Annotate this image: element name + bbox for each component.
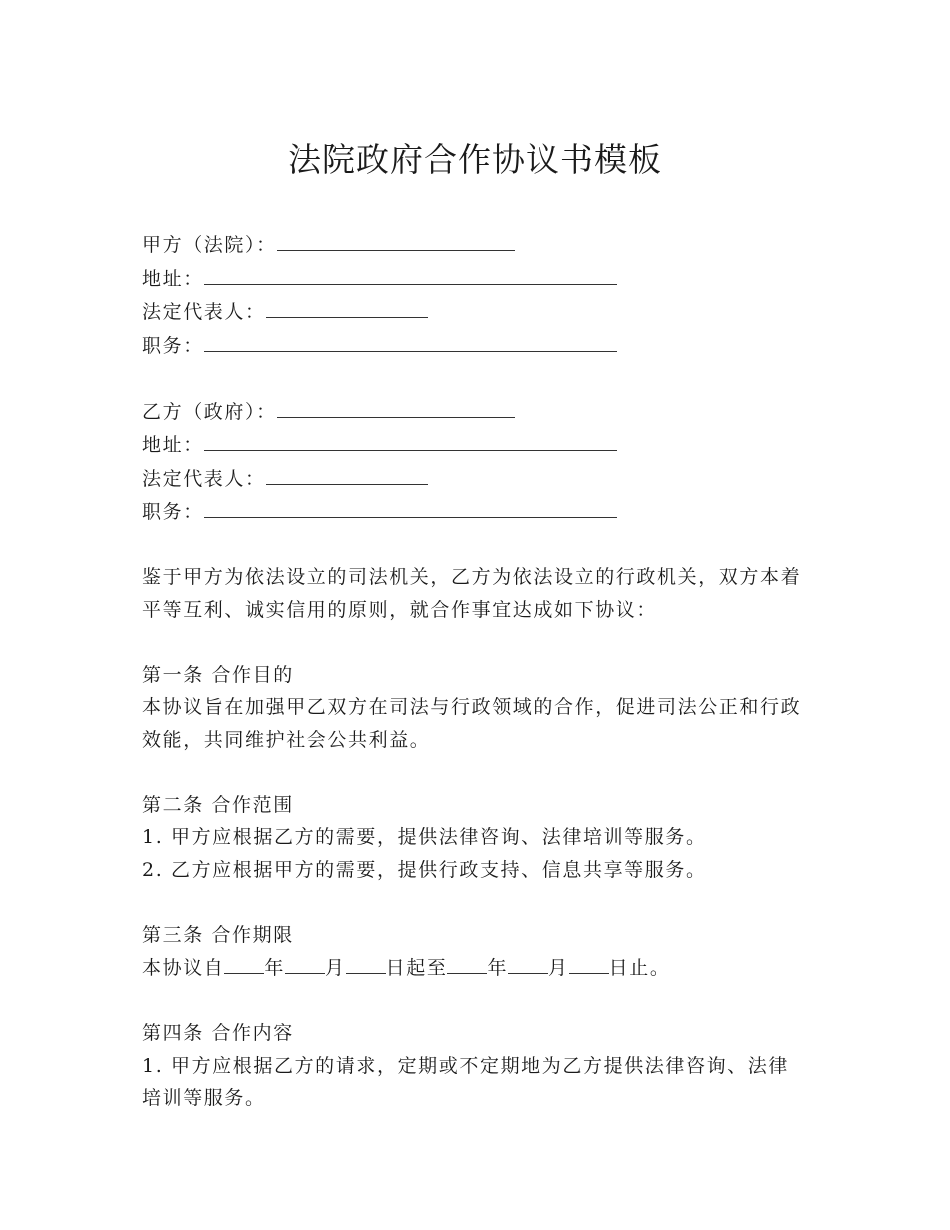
spacer xyxy=(142,985,802,1018)
article4-heading: 第四条 合作内容 xyxy=(142,1022,294,1044)
spacer xyxy=(142,756,802,789)
document-title: 法院政府合作协议书模板 xyxy=(288,140,662,179)
party-a-position-line xyxy=(142,329,802,363)
party-b-position-blank xyxy=(204,495,617,518)
spacer xyxy=(142,626,802,659)
document-body xyxy=(142,228,802,1115)
party-a-position-label: 职务： xyxy=(142,334,204,357)
party-a-address-blank xyxy=(204,262,617,285)
end-day-blank xyxy=(569,951,609,974)
article2-item: 1. 甲方应根据乙方的需要，提供法律咨询、法律培训等服务。 xyxy=(142,826,707,848)
spacer xyxy=(142,886,802,919)
end-year-unit: 年 xyxy=(487,957,509,979)
party-b-position-label: 职务： xyxy=(142,501,204,523)
party-a-position-blank xyxy=(204,329,617,352)
article1-body: 本协议旨在加强甲乙双方在司法与行政领域的合作，促进司法公正和行政效能，共同维护社会公共利益。 xyxy=(142,696,802,751)
party-a-rep-blank xyxy=(266,295,428,318)
party-a-line xyxy=(142,228,802,262)
article2-heading: 第二条 合作范围 xyxy=(142,793,294,816)
start-year-blank xyxy=(224,951,264,974)
end-month-blank xyxy=(508,951,548,974)
party-a-rep-line xyxy=(142,295,802,329)
start-month-unit: 月 xyxy=(325,957,346,979)
party-b-position-line xyxy=(142,495,802,529)
spacer xyxy=(142,362,802,395)
start-month-blank xyxy=(285,951,325,974)
party-a-address-line xyxy=(142,262,802,296)
party-b-address-blank xyxy=(204,428,617,451)
article3-heading: 第三条 合作期限 xyxy=(142,923,294,946)
start-year-unit: 年 xyxy=(264,957,286,979)
party-b-name-blank xyxy=(277,395,515,418)
start-day-blank xyxy=(346,951,386,974)
end-day-unit: 日止。 xyxy=(608,957,671,979)
party-b-rep-blank xyxy=(266,462,428,485)
article2-item: 2. 乙方应根据甲方的需要，提供行政支持、信息共享等服务。 xyxy=(142,858,707,881)
party-b-address-label: 地址： xyxy=(142,434,204,456)
article1-heading: 第一条 合作目的 xyxy=(142,663,294,686)
end-year-blank xyxy=(447,951,487,974)
party-a-label: 甲方（法院）： xyxy=(142,234,277,256)
spacer xyxy=(142,529,802,562)
preamble-paragraph: 鉴于甲方为依法设立的司法机关，乙方为依法设立的行政机关，双方本着平等互利、诚实信用的原则，就合作事宜达成如下协议： xyxy=(142,566,802,621)
party-b-address-line xyxy=(142,428,802,462)
end-month-unit: 月 xyxy=(548,957,569,979)
party-a-name-blank xyxy=(277,228,515,251)
party-b-rep-label: 法定代表人： xyxy=(142,467,266,490)
party-b-label: 乙方（政府）： xyxy=(142,400,277,423)
party-a-address-label: 地址： xyxy=(142,267,204,290)
party-b-line xyxy=(142,395,802,429)
article3-term-line xyxy=(142,951,802,985)
article4-item: 1. 甲方应根据乙方的请求，定期或不定期地为乙方提供法律咨询、法律培训等服务。 xyxy=(142,1054,789,1109)
start-day-unit: 日起至 xyxy=(385,957,448,979)
party-b-rep-line xyxy=(142,462,802,496)
party-a-rep-label: 法定代表人： xyxy=(142,301,266,323)
term-prefix: 本协议自 xyxy=(142,957,225,979)
